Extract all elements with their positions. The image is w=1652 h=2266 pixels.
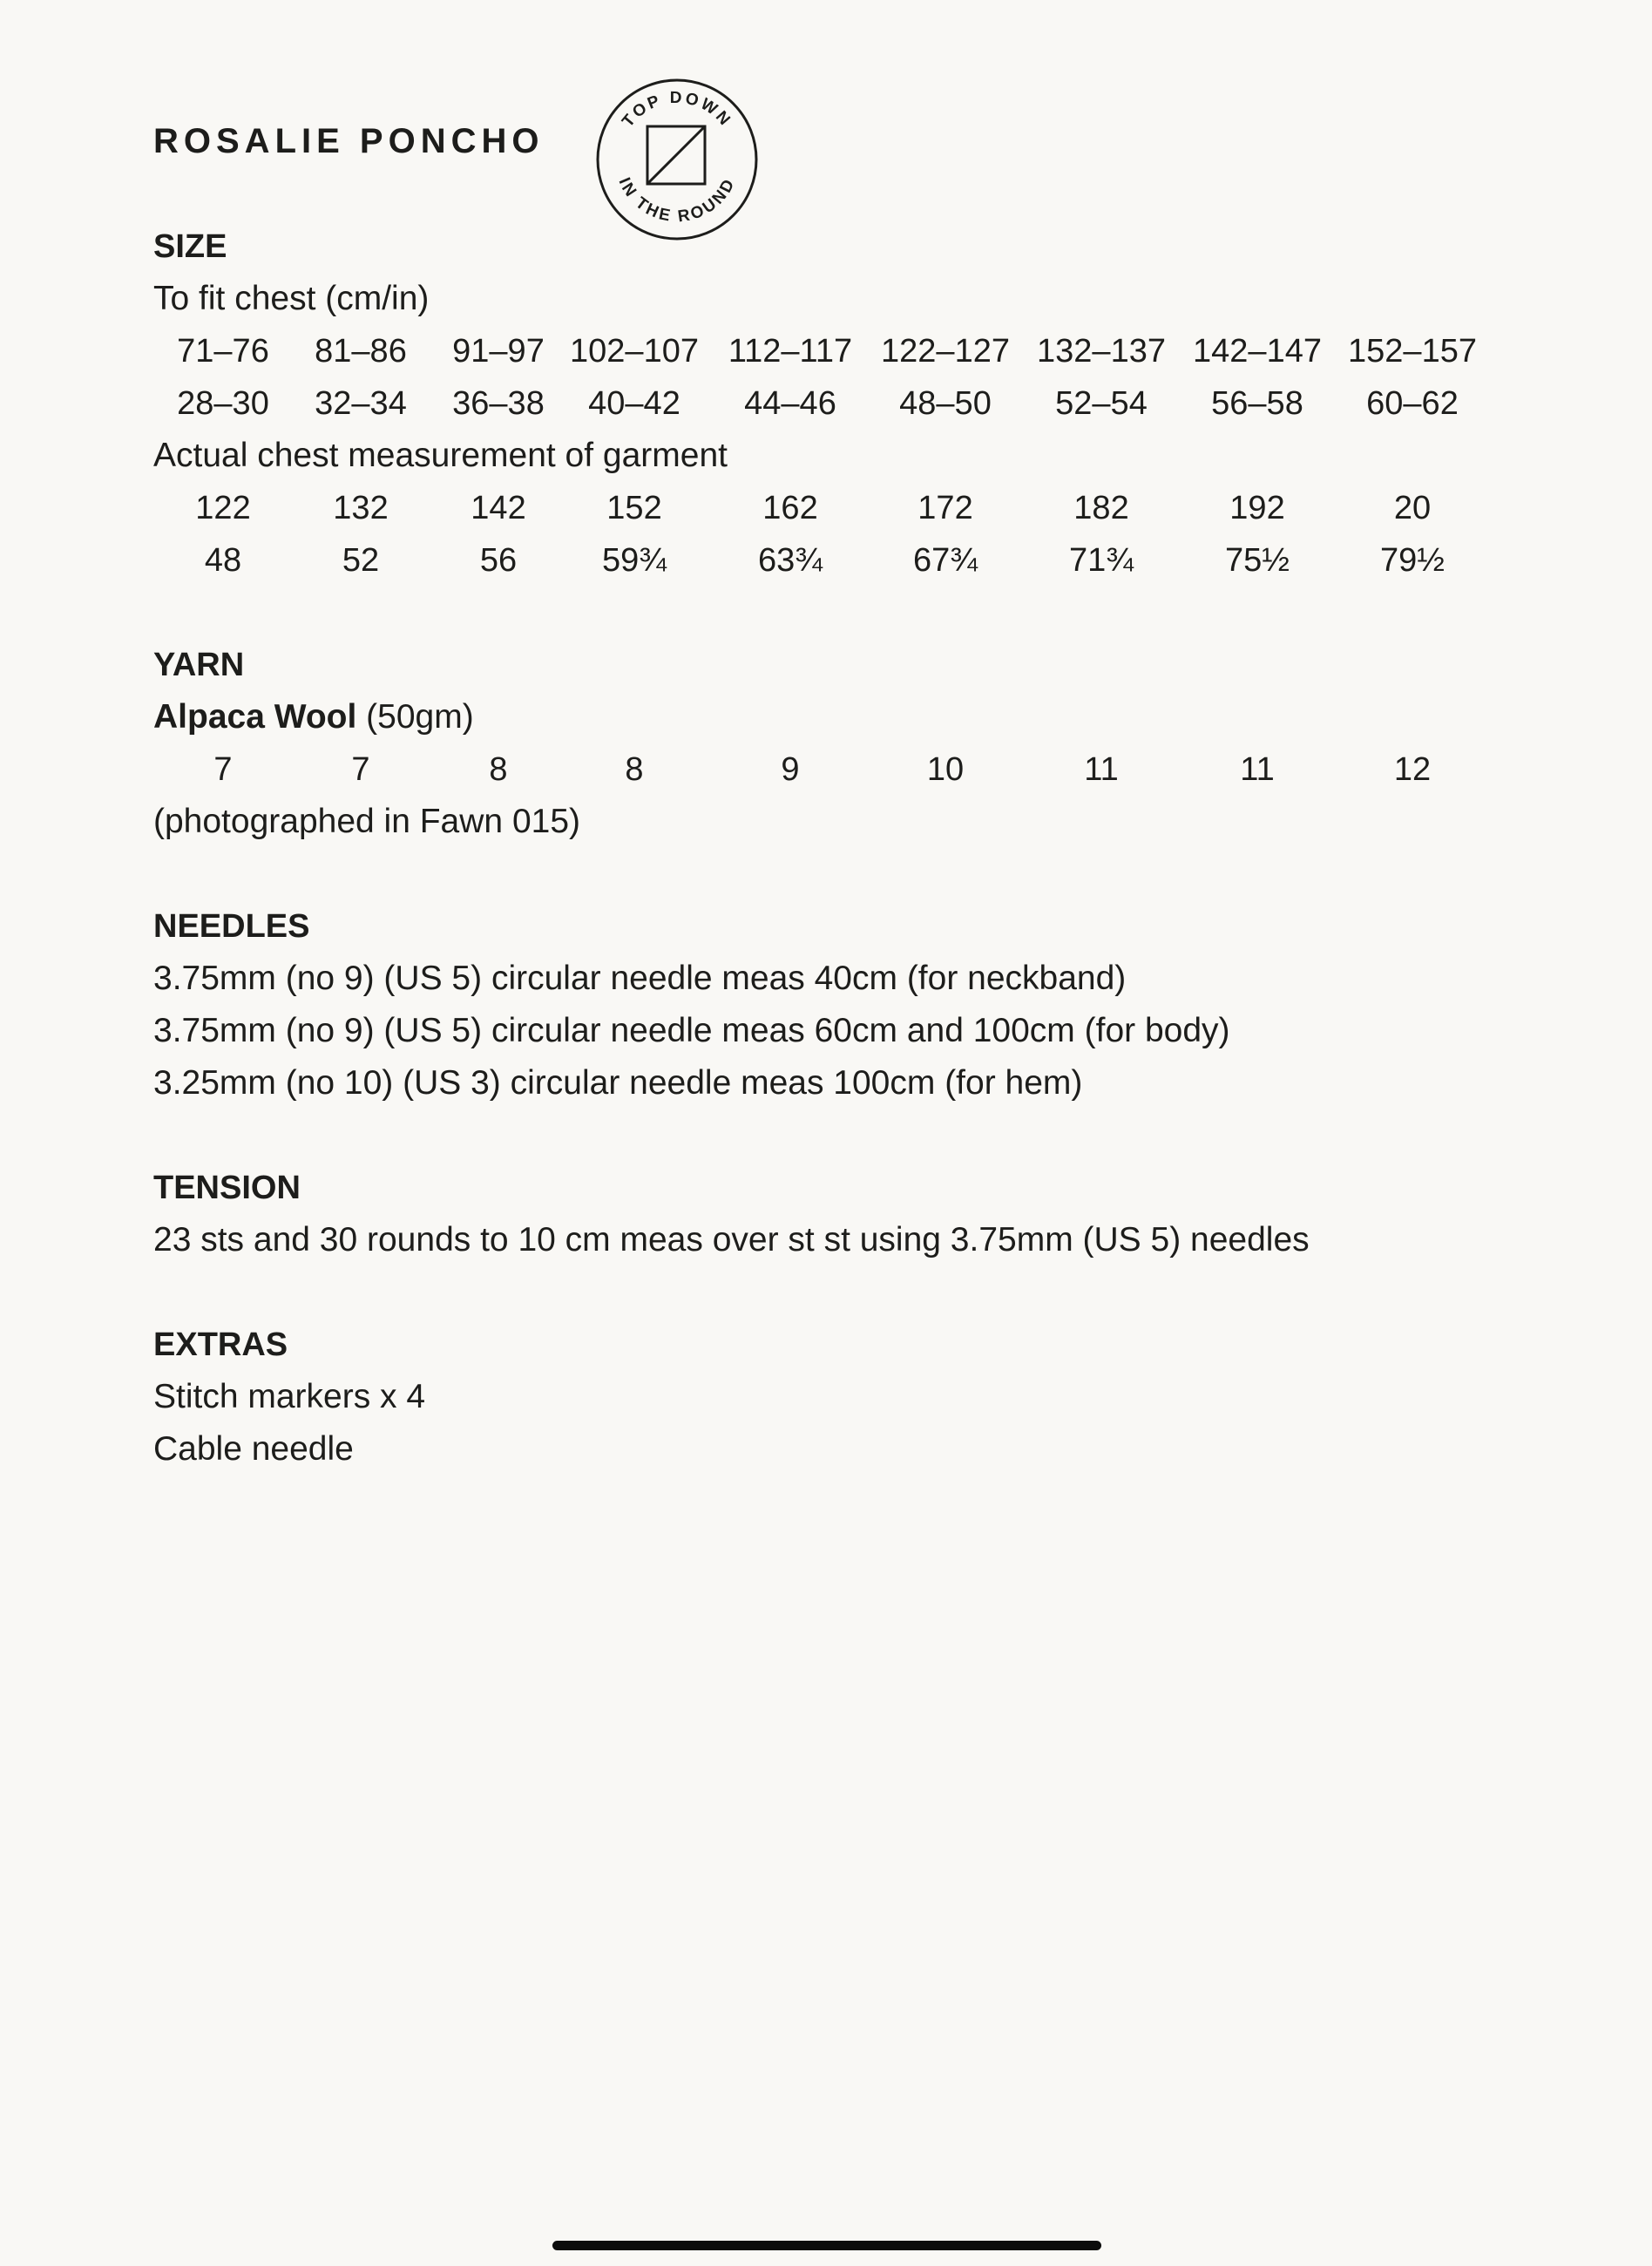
extras-heading: EXTRAS [153,1326,288,1363]
actual-chest-in-row [153,534,1547,587]
yarn-quantities-row [153,743,1547,796]
yarn-heading: YARN [153,647,245,683]
needle-item: 3.75mm (no 9) (US 5) circular needle meas 60cm and 100cm (for body) [153,1012,1230,1049]
yarn-quantity: 11 [1240,751,1275,788]
size-cell: 40–42 [588,385,680,422]
size-cell: 44–46 [744,385,836,422]
size-cell: 71¾ [1069,542,1134,579]
extras-item: Cable needle [153,1430,354,1468]
size-cell: 102–107 [570,333,699,370]
tension-section [153,1162,1547,1266]
yarn-quantity: 12 [1393,751,1432,788]
size-cell: 122–127 [881,333,1010,370]
svg-text:TOP DOWN [619,89,735,131]
yarn-name: Alpaca Wool [153,698,357,736]
size-heading: SIZE [153,228,227,265]
needles-heading: NEEDLES [153,908,310,945]
yarn-quantity: 11 [1084,751,1119,788]
pattern-title: ROSALIE PONCHO [153,122,545,160]
size-cell: 142–147 [1193,333,1322,370]
tension-text: 23 sts and 30 rounds to 10 cm meas over st st using 3.75mm (US 5) needles [153,1221,1310,1259]
fit-chest-in-row [153,377,1547,430]
yarn-quantity: 7 [351,751,370,788]
size-cell: 132 [333,490,389,526]
size-cell: 172 [917,490,973,526]
size-cell: 192 [1229,490,1285,526]
svg-text:IN THE ROUND [615,174,740,226]
size-cell: 91–97 [452,333,545,370]
size-cell: 112–117 [728,333,853,370]
size-cell: 56–58 [1211,385,1303,422]
size-cell: 152 [606,490,662,526]
badge-graphic [594,77,760,242]
size-cell: 132–137 [1037,333,1166,370]
square-with-diagonal-icon [647,126,705,184]
yarn-section [153,639,1547,848]
size-cell: 162 [762,490,818,526]
top-down-in-the-round-badge [594,77,760,242]
size-cell: 182 [1073,490,1129,526]
size-cell: 52 [342,542,380,579]
badge-bottom-text: IN THE ROUND [614,174,740,227]
size-cell: 81–86 [315,333,407,370]
size-cell: 75½ [1225,542,1290,579]
size-cell: 20 [1393,490,1432,526]
badge-top-text: TOP DOWN [619,88,735,132]
fit-chest-label: To fit chest (cm/in) [153,280,430,317]
fit-chest-cm-row [153,325,1547,377]
yarn-quantity: 10 [926,751,965,788]
needle-item: 3.75mm (no 9) (US 5) circular needle meas 40cm (for neckband) [153,960,1127,997]
size-cell: 56 [479,542,518,579]
yarn-quantity: 7 [213,751,233,788]
yarn-quantity: 9 [781,751,800,788]
actual-chest-label: Actual chest measurement of garment [153,437,728,474]
size-cell: 48–50 [899,385,992,422]
extras-section [153,1319,1547,1476]
tension-heading: TENSION [153,1170,301,1206]
yarn-quantity: 8 [625,751,644,788]
size-cell: 142 [471,490,526,526]
size-cell: 122 [195,490,251,526]
size-cell: 79½ [1380,542,1445,579]
size-cell: 71–76 [177,333,269,370]
size-section [153,220,1547,587]
home-indicator[interactable] [552,2241,1101,2250]
size-cell: 59¾ [602,542,667,579]
size-cell: 152–157 [1348,333,1477,370]
size-cell: 32–34 [315,385,407,422]
needles-section [153,900,1547,1109]
yarn-quantity: 8 [489,751,508,788]
size-cell: 67¾ [913,542,978,579]
size-cell: 63¾ [758,542,823,579]
size-cell: 36–38 [452,385,545,422]
needle-item: 3.25mm (no 10) (US 3) circular needle meas 100cm (for hem) [153,1064,1083,1102]
size-cell: 60–62 [1366,385,1459,422]
actual-chest-cm-row [153,482,1547,534]
size-cell: 52–54 [1055,385,1148,422]
extras-item: Stitch markers x 4 [153,1378,426,1415]
size-cell: 28–30 [177,385,269,422]
size-cell: 48 [204,542,242,579]
yarn-weight: (50gm) [356,698,474,736]
yarn-name-line [153,691,1547,743]
yarn-note: (photographed in Fawn 015) [153,803,580,840]
